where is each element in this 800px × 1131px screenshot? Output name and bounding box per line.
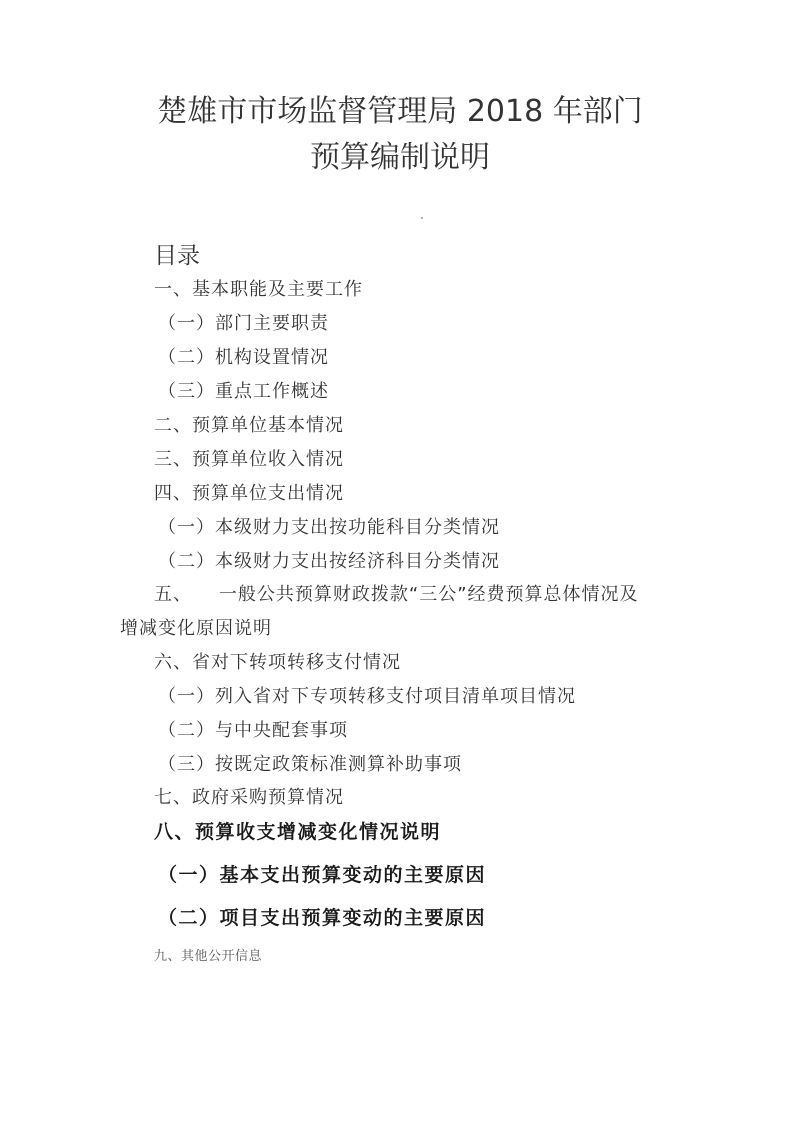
toc-item-2: 二、预算单位基本情况 <box>154 415 344 436</box>
document-title-line-1: 楚雄市市场监督管理局 2018 年部门 <box>157 94 643 129</box>
toc-item-8: 八、预算收支增减变化情况说明 <box>154 821 442 843</box>
toc-item-6-3: （三）按既定政策标准测算补助事项 <box>158 754 462 775</box>
toc-item-4: 四、预算单位支出情况 <box>154 483 344 504</box>
toc-item-4-2: （二）本级财力支出按经济科目分类情况 <box>158 551 500 572</box>
toc-item-8-1: （一）基本支出预算变动的主要原因 <box>158 864 487 886</box>
scan-speck <box>421 217 423 219</box>
toc-heading: 目录 <box>154 243 200 269</box>
toc-item-9: 九、其他公开信息 <box>154 949 263 964</box>
toc-item-4-1: （一）本级财力支出按功能科目分类情况 <box>158 517 500 538</box>
toc-item-8-2: （二）项目支出预算变动的主要原因 <box>158 907 487 929</box>
toc-item-6: 六、省对下转项转移支付情况 <box>154 652 401 673</box>
toc-item-7: 七、政府采购预算情况 <box>154 787 344 808</box>
toc-item-5: 五、 一般公共预算财政拨款“三公”经费预算总体情况及 <box>154 584 639 605</box>
toc-item-1-1: （一）部门主要职责 <box>158 313 329 334</box>
toc-item-1-2: （二）机构设置情况 <box>158 347 329 368</box>
toc-item-6-2: （二）与中央配套事项 <box>158 720 348 741</box>
toc-item-6-1: （一）列入省对下专项转移支付项目清单项目情况 <box>158 686 576 707</box>
toc-item-3: 三、预算单位收入情况 <box>154 449 344 470</box>
toc-item-1-3: （三）重点工作概述 <box>158 381 329 402</box>
toc-item-1: 一、基本职能及主要工作 <box>154 279 363 300</box>
document-title-line-2: 预算编制说明 <box>310 140 490 175</box>
toc-item-5-continued: 增减变化原因说明 <box>120 618 272 639</box>
